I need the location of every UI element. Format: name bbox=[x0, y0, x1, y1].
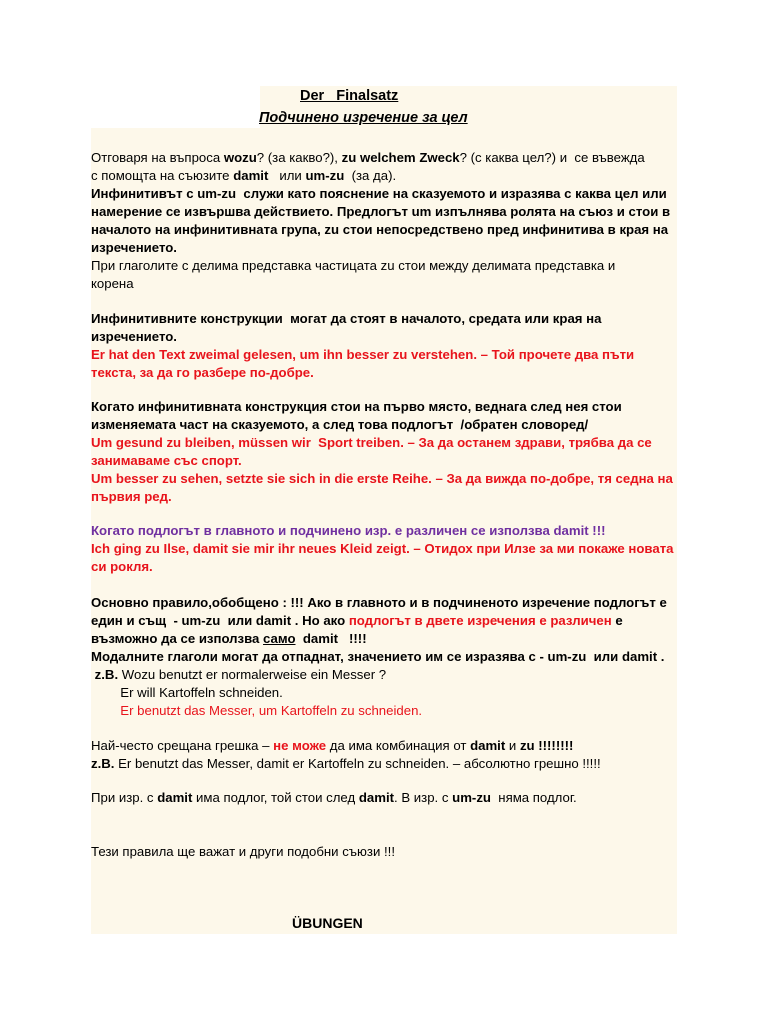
text-line: Отговаря на въпроса wozu? (за какво?), zu welchem Zweck? (с каква цел?) и се въвежда bbox=[91, 150, 645, 165]
text-line: изменяемата част на сказуемото, а след това подлогът /обратен словоред/ bbox=[91, 417, 589, 432]
text-line: Модалните глаголи могат да отпаднат, значението им се изразява с - um-zu или damit . bbox=[91, 649, 665, 664]
page-subtitle: Подчинено изречение за цел bbox=[259, 110, 468, 126]
text-line: намерение се извършва действието. Предлогът um изпълнява ролята на съюз и стои в bbox=[91, 204, 671, 219]
text-line: изречението. bbox=[91, 240, 177, 255]
text-line: Er will Kartoffeln schneiden. bbox=[91, 685, 283, 700]
text-line: Най-често срещана грешка – не може да има комбинация от damit и zu !!!!!!!! bbox=[91, 738, 574, 753]
page-title: Der Finalsatz bbox=[300, 88, 399, 104]
text-line: Инфинитивът с um-zu служи като пояснение на сказуемото и изразява с каква цел или bbox=[91, 186, 667, 201]
text-line: При изр. с damit има подлог, той стои след damit. В изр. с um-zu няма подлог. bbox=[91, 790, 577, 805]
highlight-line: Когато подлогът в главното и подчинено изр. е различен се използва damit !!! bbox=[91, 523, 606, 538]
example-line: Um besser zu sehen, setzte sie sich in die erste Reihe. – За да вижда по-добре, тя седна на bbox=[91, 471, 673, 486]
example-line: първия ред. bbox=[91, 489, 172, 504]
exercises-heading: ÜBUNGEN bbox=[292, 915, 363, 931]
text-line: Инфинитивните конструкции могат да стоят в началото, средата или края на bbox=[91, 311, 602, 326]
example-line: си рокля. bbox=[91, 559, 153, 574]
text-line: z.B. Wozu benutzt er normalerweise ein Messer ? bbox=[91, 667, 387, 682]
text-line: Когато инфинитивната конструкция стои на първо място, веднага след нея стои bbox=[91, 399, 622, 414]
example-line: занимаваме със спорт. bbox=[91, 453, 242, 468]
text-line: Основно правило,обобщено : !!! Ако в главното и в подчиненото изречение подлогът е bbox=[91, 595, 667, 610]
example-line: Er benutzt das Messer, um Kartoffeln zu schneiden. bbox=[91, 703, 423, 718]
text-line: един и същ - um-zu или damit . Но ако подлогът в двете изречения е различен е bbox=[91, 613, 623, 628]
text-line: корена bbox=[91, 276, 134, 291]
example-line: Um gesund zu bleiben, müssen wir Sport treiben. – За да останем здрави, трябва да се bbox=[91, 435, 652, 450]
text-line: началото на инфинитивната група, zu стои непосредствено пред инфинитива в края на bbox=[91, 222, 669, 237]
text-line: възможно да се използва само damit !!!! bbox=[91, 631, 367, 646]
text-line: z.B. Er benutzt das Messer, damit er Kartoffeln zu schneiden. – абсолютно грешно !!!!! bbox=[91, 756, 601, 771]
text-line: Тези правила ще важат и други подобни съюзи !!! bbox=[91, 844, 395, 859]
example-line: Er hat den Text zweimal gelesen, um ihn besser zu verstehen. – Той прочете два пъти bbox=[91, 347, 635, 362]
text-line: При глаголите с делима представка частицата zu стои между делимата представка и bbox=[91, 258, 616, 273]
example-line: Ich ging zu Ilse, damit sie mir ihr neues Kleid zeigt. – Отидох при Илзе за ми покаже новата bbox=[91, 541, 674, 556]
example-line: текста, за да го разбере по-добре. bbox=[91, 365, 314, 380]
text-line: с помощта на съюзите damit или um-zu (за да). bbox=[91, 168, 397, 183]
text-line: изречението. bbox=[91, 329, 177, 344]
